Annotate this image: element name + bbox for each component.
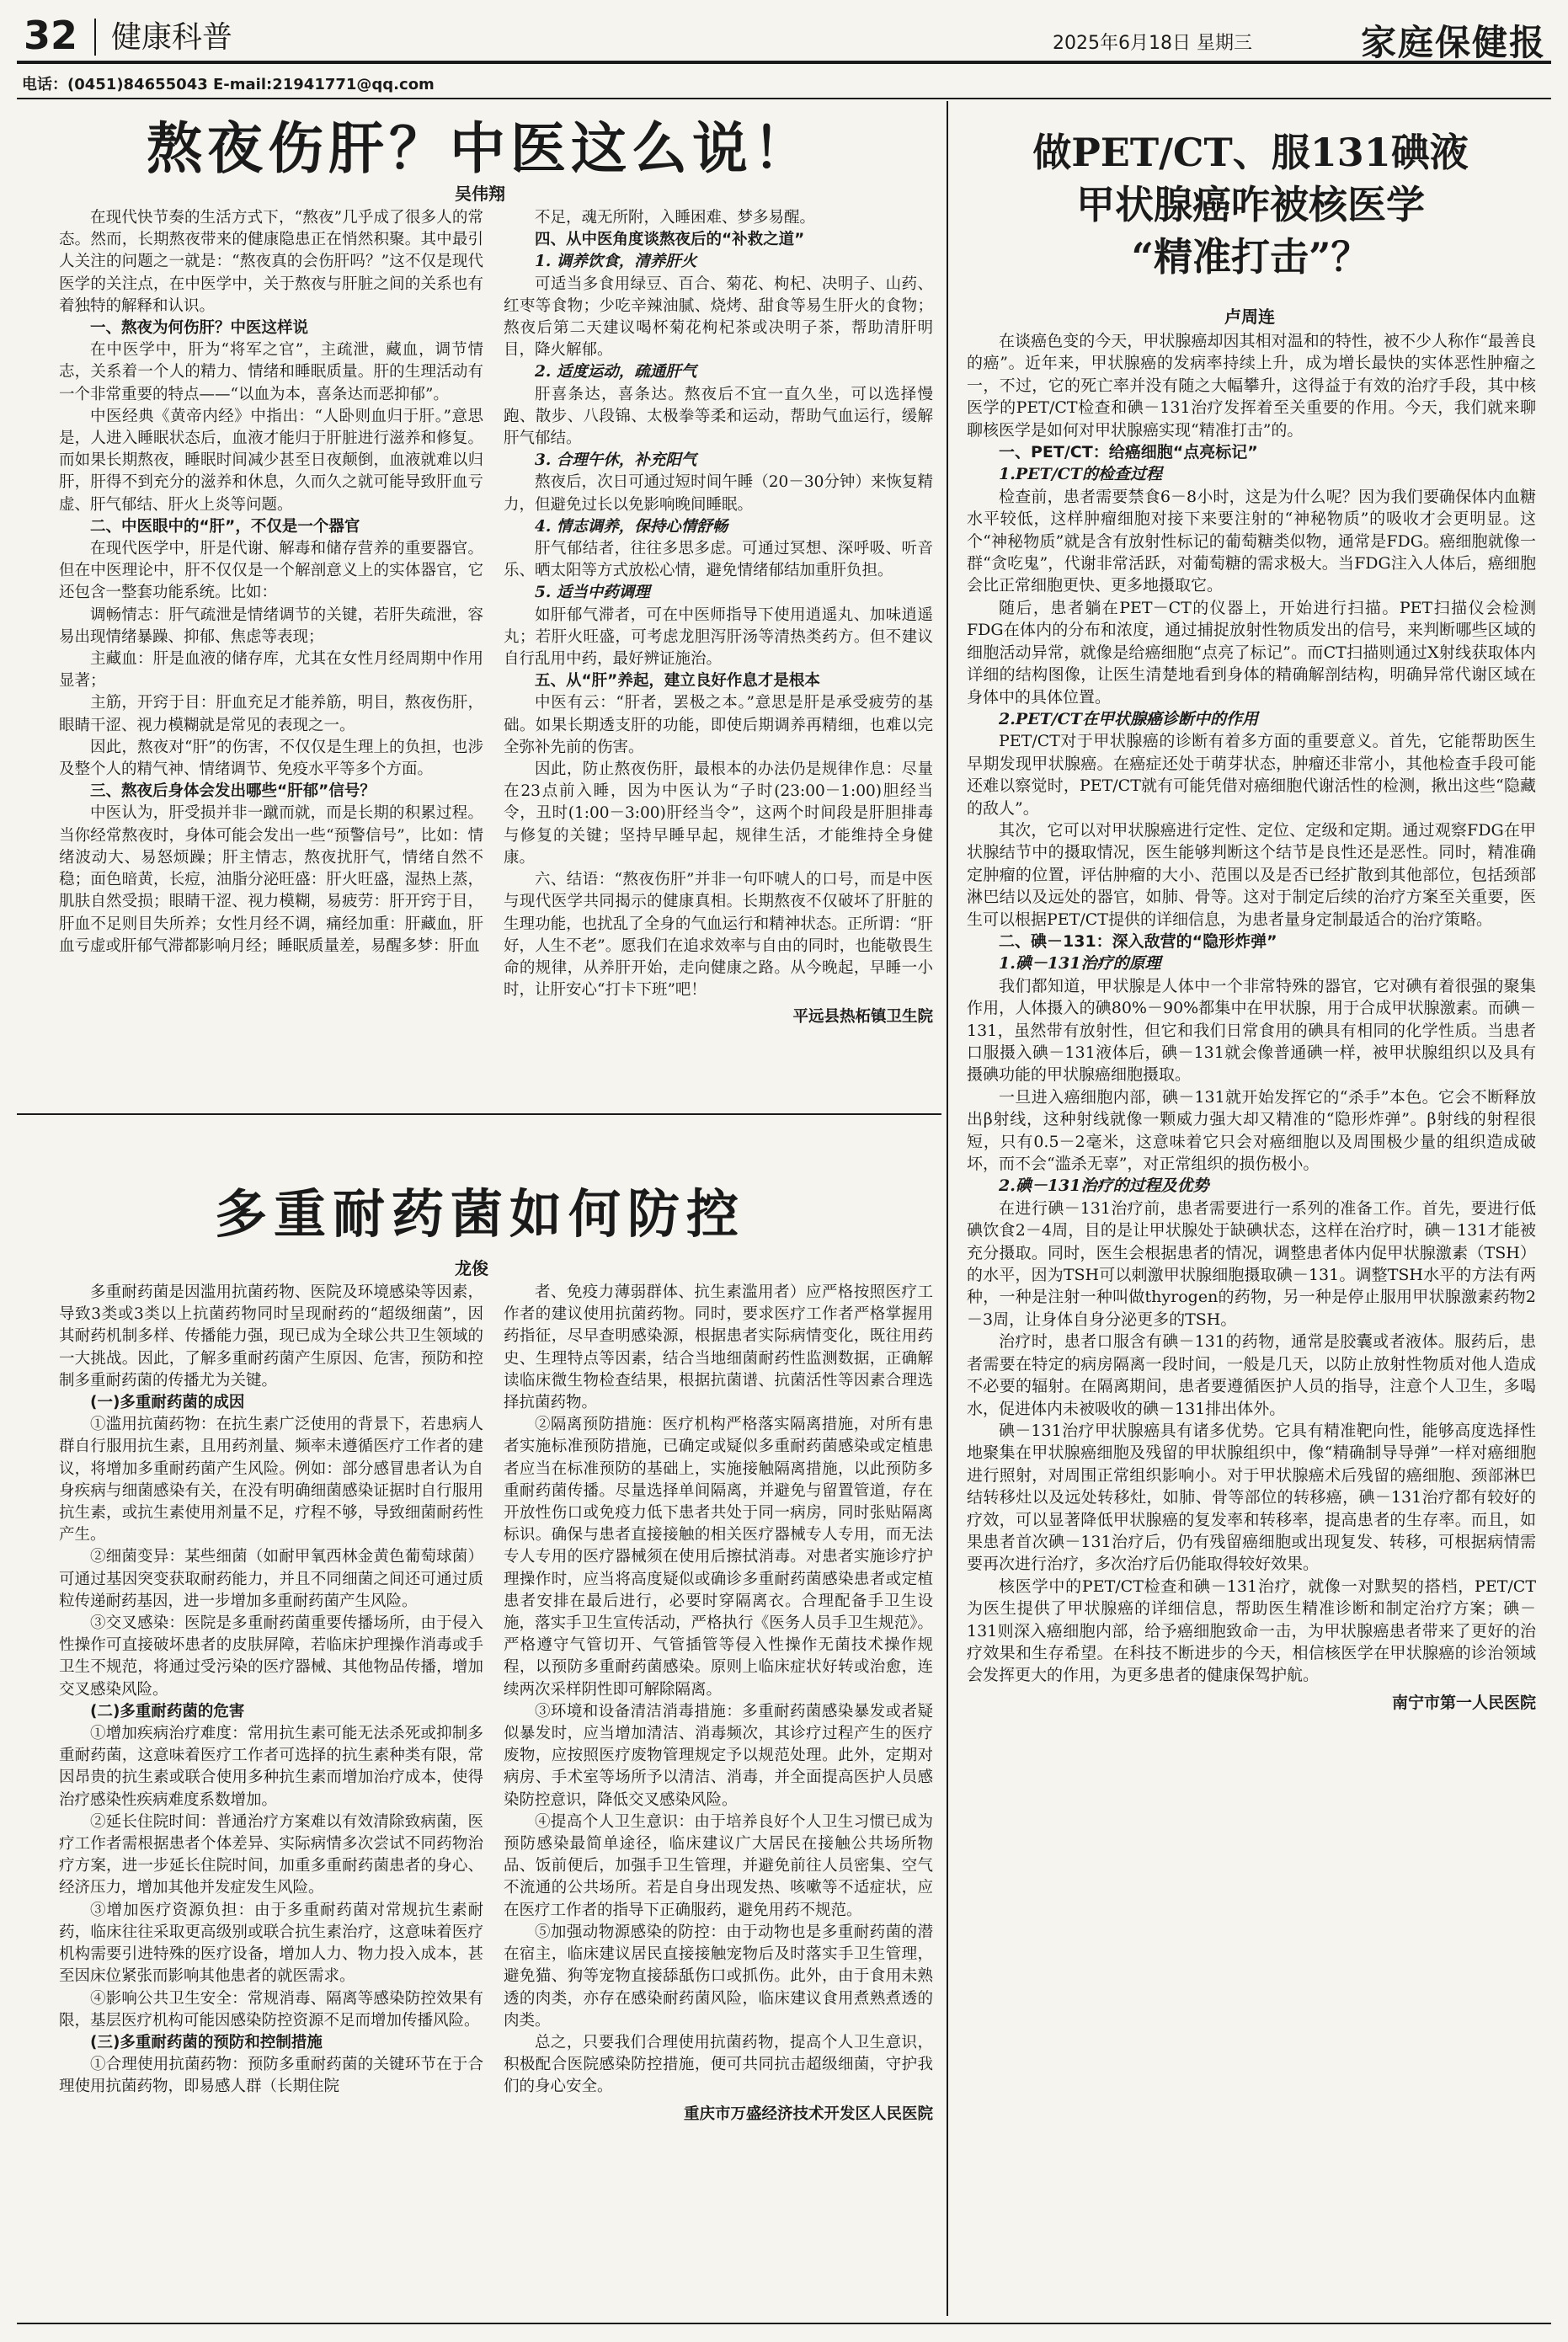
paragraph: 调畅情志：肝气疏泄是情绪调节的关键，若肝失疏泄，容易出现情绪暴躁、抑郁、焦虑等表现； xyxy=(59,606,483,646)
bottom-rule xyxy=(17,2323,1551,2324)
paragraph: 其次，它可以对甲状腺癌进行定性、定位、定级和定期。通过观察FDG在甲状腺结节中的摄取情况，医生能够判断这个结节是良性还是恶性。同时，精准确定肿瘤的位置，评估肿瘤的大小、范围以及是否已经扩散到其他部位，包括颈部淋巴结以及远处的器官，如肺、骨等。这对于制定后续的治疗方案至关重要，医生可以根据PET/CT提供的详细信息，为患者量身定制最适合的治疗策略。 xyxy=(967,820,1536,929)
article3-title xyxy=(960,126,1541,283)
section-heading: (一)多重耐药菌的成因 xyxy=(90,1394,245,1412)
section-heading: 二、碘－131：深入敌营的“隐形炸弹” xyxy=(999,931,1277,951)
article-divider xyxy=(17,1113,941,1115)
article2-title: 多重耐药菌如何防控 xyxy=(214,1183,745,1245)
article3-title-line: 甲状腺癌咋被核医学 xyxy=(1076,182,1425,227)
paragraph: ①滥用抗菌药物：在抗生素广泛使用的背景下，若患病人群自行服用抗生素，且用药剂量、频率未遵循医疗工作者的建议，将增加多重耐药菌产生风险。例如：部分感冒患者认为自身疾病与细菌感染有关，在没有明确细菌感染证据时自行服用抗生素，或抗生素使用剂量不足，疗程不够，导致细菌耐药性产生。 xyxy=(59,1416,483,1544)
subheading: 3. 合理午休，补充阳气 xyxy=(535,451,697,470)
masthead xyxy=(17,12,1551,64)
paragraph: 可适当多食用绿豆、百合、菊花、枸杞、决明子、山药、红枣等食物；少吃辛辣油腻、烧烤、甜食等易生肝火的食物；熬夜后第二天建议喝杯菊花枸杞茶或决明子茶，帮助清肝明目，降火解郁。 xyxy=(504,275,933,360)
paragraph: 总之，只要我们合理使用抗菌药物，提高个人卫生意识，积极配合医院感染防控措施，便可共同抗击超级细菌，守护我们的身心安全。 xyxy=(504,2033,933,2096)
paragraph: 碘－131治疗甲状腺癌具有诸多优势。它具有精准靶向性，能够高度选择性地聚集在甲状腺癌细胞及残留的甲状腺组织中，像“精确制导导弹”一样对癌细胞进行照射，对周围正常组织影响小。对于甲状腺癌术后残留的癌细胞、颈部淋巴结转移灶以及远处转移灶，如肺、骨等部位的转移癌，碘－131治疗都有较好的疗效，可以显著降低甲状腺癌的复发率和转移率，提高患者的生存率。而且，如果患者首次碘－131治疗后，仍有残留癌细胞或出现复发、转移，可根据病情需要再次进行治疗，多次治疗后仍能取得较好效果。 xyxy=(967,1421,1536,1574)
masthead-divider xyxy=(94,19,96,56)
issue-date: 2025年6月18日 星期三 xyxy=(1053,33,1252,54)
section-heading: 三、熬夜后身体会发出哪些“肝郁”信号？ xyxy=(90,782,376,801)
paragraph: 如肝郁气滞者，可在中医师指导下使用逍遥丸、加味逍遥丸；若肝火旺盛，可考虑龙胆泻肝汤等清热类药方。但不建议自行乱用中药，最好辨证施治。 xyxy=(504,606,933,669)
paragraph: 肝气郁结者，往往多思多虑。可通过冥想、深呼吸、听音乐、晒太阳等方式放松心情，避免情绪郁结加重肝负担。 xyxy=(504,540,933,580)
section-heading: 一、熬夜为何伤肝？中医这样说 xyxy=(90,319,309,338)
source-credit: 重庆市万盛经济技术开发区人民医院 xyxy=(683,2105,933,2123)
section-heading: 一、PET/CT：给癌细胞“点亮标记” xyxy=(999,443,1258,462)
subheading: 4. 情志调养，保持心情舒畅 xyxy=(535,517,728,536)
paragraph: 者、免疫力薄弱群体、抗生素滥用者）应严格按照医疗工作者的建议使用抗菌药物。同时，要求医疗工作者严格掌握用药指征，尽早查明感染源，根据患者实际病情变化，既往用药史、生理特点等因素，结合当地细菌耐药性监测数据，正确解读临床微生物检查结果，根据抗菌谱、抗菌活性等因素合理选择抗菌药物。 xyxy=(504,1283,933,1412)
paragraph: 治疗时，患者口服含有碘－131的药物，通常是胶囊或者液体。服药后，患者需要在特定的病房隔离一段时间，一般是几天，以防止放射性物质对他人造成不必要的辐射。在隔离期间，患者要遵循医护人员的指导，注意个人卫生，多喝水，促进体内未被吸收的碘－131排出体外。 xyxy=(967,1332,1536,1418)
paragraph: 我们都知道，甲状腺是人体中一个非常特殊的器官，它对碘有着很强的聚集作用，人体摄入的碘80%－90%都集中在甲状腺，用于合成甲状腺激素。而碘－131，虽然带有放射性，但它和我们日常食用的碘具有相同的化学性质。当患者口服摄入碘－131液体后，碘－131就会像普通碘一样，被甲状腺组织以及具有摄碘功能的甲状腺癌细胞摄取。 xyxy=(967,976,1536,1085)
paragraph: 随后，患者躺在PET－CT的仪器上，开始进行扫描。PET扫描仪会检测FDG在体内的分布和浓度，通过捕捉放射性物质发出的信号，来判断哪些区域的细胞活动异常，就像是给癌细胞“点亮了标记”。而CT扫描则通过X射线获取体内详细的结构图像，让医生清楚地看到身体的精确解剖结构，明确异常代谢区域在身体中的具体位置。 xyxy=(967,598,1536,707)
paragraph: 熬夜后，次日可通过短时间午睡（20－30分钟）来恢复精力，但避免过长以免影响晚间睡眠。 xyxy=(504,473,933,514)
article2-col2 xyxy=(504,1282,933,2126)
paragraph: 肝喜条达，喜条达。熬夜后不宜一直久坐，可以选择慢跑、散步、八段锦、太极拳等柔和运动，帮助气血运行，缓解肝气郁结。 xyxy=(504,385,933,448)
subheading: 2. 适度运动，疏通肝气 xyxy=(535,363,697,381)
paragraph: 在现代快节奏的生活方式下，“熬夜”几乎成了很多人的常态。然而，长期熬夜带来的健康隐患正在悄然积聚。其中最引人关注的问题之一就是：“熬夜真的会伤肝吗？”这不仅是现代医学的关注点，在中医学中，关于熬夜与肝脏之间的关系也有着独特的解释和认识。 xyxy=(59,209,483,315)
section-heading: (三)多重耐药菌的预防和控制措施 xyxy=(90,2033,323,2051)
paragraph: 中医有云：“肝者，罢极之本。”意思是肝是承受疲劳的基础。如果长期透支肝的功能，即使后期调养再精细，也难以完全弥补先前的伤害。 xyxy=(504,694,933,756)
section-heading: 四、从中医角度谈熬夜后的“补救之道” xyxy=(535,231,805,249)
paragraph: 主筋，开窍于目：肝血充足才能养筋，明目，熬夜伤肝，眼睛干涩、视力模糊就是常见的表现之一。 xyxy=(59,694,483,734)
paragraph: 检查前，患者需要禁食6－8小时，这是为什么呢？因为我们要确保体内血糖水平较低，这样肿瘤细胞对接下来要注射的“神秘物质”的吸收才会更明显。这个“神秘物质”就是含有放射性标记的葡萄糖类似物，通常是FDG。癌细胞就像一群“贪吃鬼”，代谢非常活跃，对葡萄糖的需求极大。当FDG注入人体后，癌细胞会比正常细胞更快、更多地摄取它。 xyxy=(967,487,1536,595)
section-heading: 五、从“肝”养起，建立良好作息才是根本 xyxy=(535,672,820,691)
paragraph: ④提高个人卫生意识：由于培养良好个人卫生习惯已成为预防感染最简单途径，临床建议广大居民在接触公共场所物品、饭前便后，加强手卫生管理，并避免前往人员密集、空气不流通的公共场所。若是自身出现发热、咳嗽等不适症状，应在医疗工作者的指导下正确服药，避免用药不规范。 xyxy=(504,1812,933,1919)
paragraph: 在谈癌色变的今天，甲状腺癌却因其相对温和的特性，被不少人称作“最善良的癌”。近年来，甲状腺癌的发病率持续上升，成为增长最快的实体恶性肿瘤之一，不过，它的死亡率并没有随之大幅攀升，这得益于有效的治疗手段，其中核医学的PET/CT检查和碘－131治疗发挥着至关重要的作用。今天，我们就来聊聊核医学是如何对甲状腺癌实现“精准打击”的。 xyxy=(967,332,1536,440)
source-credit: 平远县热柘镇卫生院 xyxy=(792,1008,933,1027)
paragraph: 在中医学中，肝为“将军之官”，主疏泄，藏血，调节情志，关系着一个人的精力、情绪和睡眠质量。肝的生理活动有一个非常重要的特点——“以血为本，喜条达而恶抑郁”。 xyxy=(59,341,483,403)
paragraph: 多重耐药菌是因滥用抗菌药物、医院及环境感染等因素，导致3类或3类以上抗菌药物同时呈现耐药的“超级细菌”，因其耐药机制多样、传播能力强，现已成为全球公共卫生领域的一大挑战。因此，了解多重耐药菌产生原因、危害，预防和控制多重耐药菌的传播尤为关键。 xyxy=(59,1283,483,1390)
article1-col1 xyxy=(59,207,483,958)
paragraph: ②延长住院时间：普通治疗方案难以有效清除致病菌，医疗工作者需根据患者个体差异、实际病情多次尝试不同药物治疗方案，进一步延长住院时间，加重多重耐药菌患者的身心、经济压力，增加其他并发症发生风险。 xyxy=(59,1812,483,1897)
article3-author: 卢周连 xyxy=(1224,307,1275,327)
paragraph: 中医经典《黄帝内经》中指出：“人卧则血归于肝。”意思是，人进入睡眠状态后，血液才能归于肝脏进行滋养和修复。而如果长期熬夜，睡眠时间减少甚至日夜颠倒，血液就难以归肝，肝得不到充分的滋养和休息，久而久之就可能导致肝血亏虚、肝气郁结、肝火上炎等问题。 xyxy=(59,407,483,514)
section-name: 健康科普 xyxy=(111,20,233,55)
article3-body xyxy=(967,330,1536,1714)
paragraph: ③交叉感染：医院是多重耐药菌重要传播场所，由于侵入性操作可直接破坏患者的皮肤屏障，若临床护理操作消毒或手卫生不规范，将通过受污染的医疗器械、其他物品传播，增加交叉感染风险。 xyxy=(59,1614,483,1699)
paragraph: 主藏血：肝是血液的储存库，尤其在女性月经周期中作用显著； xyxy=(59,650,483,691)
article2-author: 龙俊 xyxy=(455,1258,488,1278)
paragraph: 在进行碘－131治疗前，患者需要进行一系列的准备工作。首先，要进行低碘饮食2－4周，目的是让甲状腺处于缺碘状态，这样在治疗时，碘－131才能被充分摄取。同时，医生会根据患者的情况，调整患者体内促甲状腺激素（TSH）的水平，因为TSH可以刺激甲状腺细胞摄取碘－131。调整TSH水平的方法有两种，一种是注射一种叫做thyrogen的药物，另一种是停止服用甲状腺激素药物2－3周，让身体自身分泌更多的TSH。 xyxy=(967,1198,1536,1329)
paragraph: ③环境和设备清洁消毒措施：多重耐药菌感染暴发或者疑似暴发时，应当增加清洁、消毒频次，其诊疗过程产生的医疗废物，应按照医疗废物管理规定予以规范处理。此外，定期对病房、手术室等场所予以清洁、消毒，并全面提高医护人员感染防控意识，降低交叉感染风险。 xyxy=(504,1702,933,1809)
article1-author: 吴伟翔 xyxy=(455,184,505,204)
subheading: 2.碘－131治疗的过程及优势 xyxy=(999,1176,1209,1196)
paragraph: 不足，魂无所附，入睡困难、梦多易醒。 xyxy=(535,209,816,227)
article3-title-line: “精准打击”？ xyxy=(1131,234,1370,280)
paragraph: ⑤加强动物源感染的防控：由于动物也是多重耐药菌的潜在宿主，临床建议居民直接接触宠物后及时落实手卫生管理，避免猫、狗等宠物直接舔舐伤口或抓伤。此外，由于食用未熟透的肉类，亦存在感染耐药菌风险，临床建议食用煮熟煮透的肉类。 xyxy=(504,1923,933,2030)
paragraph: ②细菌变异：某些细菌（如耐甲氧西林金黄色葡萄球菌）可通过基因突变获取耐药能力，并且不同细菌之间还可通过质粒传递耐药基因，进一步增加多重耐药菌产生风险。 xyxy=(59,1548,483,1610)
paragraph: ②隔离预防措施：医疗机构严格落实隔离措施，对所有患者实施标准预防措施，已确定或疑似多重耐药菌感染或定植患者应当在标准预防的基础上，实施接触隔离措施，以此预防多重耐药菌传播。尽量选择单间隔离，并避免与留置管道，存在开放性伤口或免疫力低下患者共处于同一病房，同时张贴隔离标识。确保与患者直接接触的相关医疗器械专人专用，而无法专人专用的医疗器械须在使用后擦拭消毒。对患者实施诊疗护理操作时，应当将高度疑似或确诊多重耐药菌感染患者或定植患者安排在最后进行，必要时穿隔离衣。合理配备手卫生设施，落实手卫生宣传活动，严格执行《医务人员手卫生规范》。严格遵守气管切开、气管插管等侵入性操作无菌技术操作规程，以预防多重耐药菌感染。原则上临床症状好转或治愈，连续两次采样阴性即可解除隔离。 xyxy=(504,1416,933,1699)
subheading: 1. 调养饮食，清养肝火 xyxy=(535,253,697,271)
paragraph: 因此，熬夜对“肝”的伤害，不仅仅是生理上的负担，也涉及整个人的精气神、情绪调节、免疫水平等多个方面。 xyxy=(59,738,483,779)
paragraph: 因此，防止熬夜伤肝，最根本的办法仍是规律作息：尽量在23点前入睡，因为中医认为“子时(23:00－1:00)胆经当令，丑时(1:00－3:00)肝经当令”，这两个时间段是肝胆排毒与修复的关键；坚持早睡早起，规律生活，才能维持全身健康。 xyxy=(504,760,933,867)
contact-line: 电话：(0451)84655043 E-mail:21941771@qq.com xyxy=(22,76,435,93)
paragraph: PET/CT对于甲状腺癌的诊断有着多方面的重要意义。首先，它能帮助医生早期发现甲状腺癌。在癌症还处于萌芽状态，肿瘤还非常小，其他检查手段可能还难以察觉时，PET/CT就有可能凭借对癌细胞代谢活性的检测，揪出这些“隐藏的敌人”。 xyxy=(967,732,1536,818)
article3-title-line: 做PET/CT、服131碘液 xyxy=(1032,130,1469,175)
paragraph: ①增加疾病治疗难度：常用抗生素可能无法杀死或抑制多重耐药菌，这意味着医疗工作者可选择的抗生素种类有限，常因昂贵的抗生素或联合使用多种抗生素而增加治疗成本，使得治疗感染性疾病难度系数增加。 xyxy=(59,1725,483,1809)
column-divider xyxy=(947,101,948,2316)
paragraph: ③增加医疗资源负担：由于多重耐药菌对常规抗生素耐药，临床往往采取更高级别或联合抗生素治疗，这意味着医疗机构需要引进特殊的医疗设备，增加人力、物力投入成本，甚至因床位紧张而影响其他患者的就医需求。 xyxy=(59,1901,483,1986)
page-number: 32 xyxy=(24,13,78,58)
article2-col1 xyxy=(59,1282,483,2099)
paragraph: 在现代医学中，肝是代谢、解毒和储存营养的重要器官。但在中医理论中，肝不仅仅是一个解剖意义上的实体器官，它还包含一整套功能系统。比如： xyxy=(59,540,483,602)
paper-name: 家庭保健报 xyxy=(1360,22,1546,63)
paragraph: 核医学中的PET/CT检查和碘－131治疗，就像一对默契的搭档，PET/CT为医生提供了甲状腺癌的详细信息，帮助医生精准诊断和制定治疗方案；碘－131则深入癌细胞内部，给予癌细胞致命一击，为甲状腺癌患者带来了更好的治疗效果和生存希望。在科技不断进步的今天，相信核医学在甲状腺癌的诊治领域会发挥更大的作用，为更多患者的健康保驾护航。 xyxy=(967,1576,1536,1685)
subheading: 1.PET/CT的检查过程 xyxy=(999,465,1162,484)
paragraph: 六、结语：“熬夜伤肝”并非一句吓唬人的口号，而是中医与现代医学共同揭示的健康真相。长期熬夜不仅破坏了肝脏的生理功能，也扰乱了全身的气血运行和精神状态。正所谓：“肝好，人生不老”。愿我们在追求效率与自由的同时，也能敬畏生命的规律，从养肝开始，走向健康之路。从今晚起，早睡一小时，让肝安心“打卡下班”吧！ xyxy=(504,871,933,1000)
paragraph: 一旦进入癌细胞内部，碘－131就开始发挥它的“杀手”本色。它会不断释放出β射线，这种射线就像一颗威力强大却又精准的“隐形炸弹”。β射线的射程很短，只有0.5－2毫米，这意味着它只会对癌细胞以及周围极少量的组织造成破坏，而不会“滥杀无辜”，对正常组织的损伤极小。 xyxy=(967,1087,1536,1174)
section-heading: (二)多重耐药菌的危害 xyxy=(90,1702,245,1720)
article1-col2 xyxy=(504,207,933,1029)
top-rule xyxy=(17,98,1551,99)
paragraph: 中医认为，肝受损并非一蹴而就，而是长期的积累过程。当你经常熬夜时，身体可能会发出一些“预警信号”，比如：情绪波动大、易怒烦躁；肝主情志，熬夜扰肝气，情绪自然不稳；面色暗黄，长痘，油脂分泌旺盛：肝火旺盛，湿热上蒸，肌肤自然受损；眼睛干涩、视力模糊，易疲劳：肝开窍于目，肝血不足则目失所养；女性月经不调，痛经加重：肝藏血，肝血亏虚或肝郁气滞都影响月经；睡眠质量差，易醒多梦：肝血 xyxy=(59,804,483,955)
subheading: 5. 适当中药调理 xyxy=(535,584,650,602)
subheading: 1.碘－131治疗的原理 xyxy=(999,954,1161,974)
source-credit: 南宁市第一人民医院 xyxy=(1391,1693,1536,1712)
article1-title: 熬夜伤肝？中医这么说！ xyxy=(147,115,813,181)
paragraph: ①合理使用抗菌药物：预防多重耐药菌的关键环节在于合理使用抗菌药物，即易感人群（长期住院 xyxy=(59,2056,483,2096)
subheading: 2.PET/CT在甲状腺癌诊断中的作用 xyxy=(999,709,1258,728)
section-heading: 二、中医眼中的“肝”，不仅是一个器官 xyxy=(90,517,360,536)
paragraph: ④影响公共卫生安全：常规消毒、隔离等感染防控效果有限，基层医疗机构可能因感染防控资源不足而增加传播风险。 xyxy=(59,1989,483,2030)
